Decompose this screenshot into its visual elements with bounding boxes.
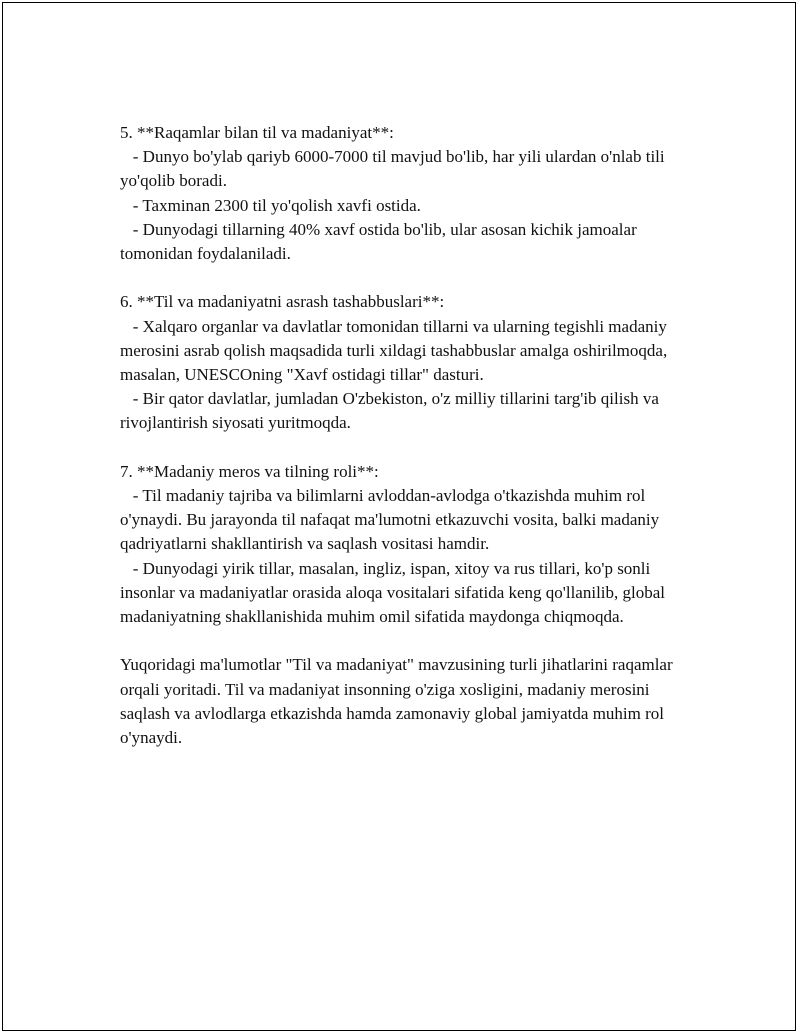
- list-item-text: Dunyodagi tillarning 40% xavf ostida bo'lib, ular asosan kichik jamoalar tomonidan foydalaniladi.: [120, 219, 637, 264]
- list-item-text: Bir qator davlatlar, jumladan O'zbekiston, o'z milliy tillarini targ'ib qilish va rivojlantirish siyosati yuritmoqda.: [120, 389, 659, 433]
- section-cultural-heritage: [120, 460, 700, 629]
- list-item: - Dunyodagi yirik tillar, masalan, ingliz, ispan, xitoy va rus tillari, ko'p sonli insonlar va madaniyatlar orasida aloqa vositalari sifatida keng qo'llanilib, global madaniyatning shakllanishida muhim omil sifatida maydonga chiqmoqda.: [120, 558, 666, 627]
- list-item: - Xalqaro organlar va davlatlar tomonidan tillarni va ularning tegishli madaniy merosini asrab qolish maqsadida turli xildagi tashabbuslar amalga oshirilmoqda, masalan, UNESCOning "Xavf ostidagi tillar" dasturi.: [120, 316, 668, 385]
- list-item-text: Dunyo bo'ylab qariyb 6000-7000 til mavjud bo'lib, har yili ulardan o'nlab tili yo'qolib boradi.: [120, 147, 665, 191]
- section-heading: 7. **Madaniy meros va tilning roli**:: [120, 461, 379, 481]
- list-item: - Til madaniy tajriba va bilimlarni avloddan-avlodga o'tkazishda muhim rol o'ynaydi. Bu jarayonda til nafaqat ma'lumotni etkazuvchi vosita, balki madaniy qadriyatlarni shakllantirish va saqlash vositasi hamdir.: [120, 486, 660, 554]
- list-item-text: Dunyodagi yirik tillar, masalan, ingliz, ispan, xitoy va rus tillari, ko'p sonli insonlar va madaniyatlar orasida aloqa vositalari sifatida keng qo'llanilib, global madaniyatning shakllanishida muhim omil sifatida maydonga chiqmoqda.: [120, 558, 666, 627]
- list-item: - Taxminan 2300 til yo'qolish xavfi ostida.: [120, 195, 421, 215]
- list-item-text: Taxminan 2300 til yo'qolish xavfi ostida.: [142, 195, 421, 215]
- list-item-text: Til madaniy tajriba va bilimlarni avloddan-avlodga o'tkazishda muhim rol o'ynaydi. Bu jarayonda til nafaqat ma'lumotni etkazuvchi vosita, balki madaniy qadriyatlarni shakllantirish va saqlash vositasi hamdir.: [120, 486, 660, 554]
- list-item: - Dunyo bo'ylab qariyb 6000-7000 til mavjud bo'lib, har yili ulardan o'nlab tili yo'qolib boradi.: [120, 147, 665, 191]
- list-item: - Bir qator davlatlar, jumladan O'zbekiston, o'z milliy tillarini targ'ib qilish va rivojlantirish siyosati yuritmoqda.: [120, 389, 659, 433]
- section-heading: 6. **Til va madaniyatni asrash tashabbuslari**:: [120, 292, 445, 312]
- section-preservation-initiatives: [120, 290, 700, 435]
- section-heading: 5. **Raqamlar bilan til va madaniyat**:: [120, 123, 394, 142]
- list-item: - Dunyodagi tillarning 40% xavf ostida bo'lib, ular asosan kichik jamoalar tomonidan foydalaniladi.: [120, 219, 637, 264]
- list-item-text: Xalqaro organlar va davlatlar tomonidan tillarni va ularning tegishli madaniy merosini asrab qolish maqsadida turli xildagi tashabbuslar amalga oshirilmoqda, masalan, UNESCOning "Xavf ostidagi tillar" dasturi.: [120, 316, 668, 385]
- conclusion-paragraph: Yuqoridagi ma'lumotlar "Til va madaniyat" mavzusining turli jihatlarini raqamlar orqali yoritadi. Til va madaniyat insonning o'ziga xosligini, madaniy merosini saqlash va avlodlarga etkazishda hamda zamonaviy global jamiyatda muhim rol o'ynaydi.: [120, 655, 673, 748]
- document-body: [120, 121, 700, 750]
- document-page: [2, 2, 796, 1031]
- section-language-numbers: [120, 121, 700, 266]
